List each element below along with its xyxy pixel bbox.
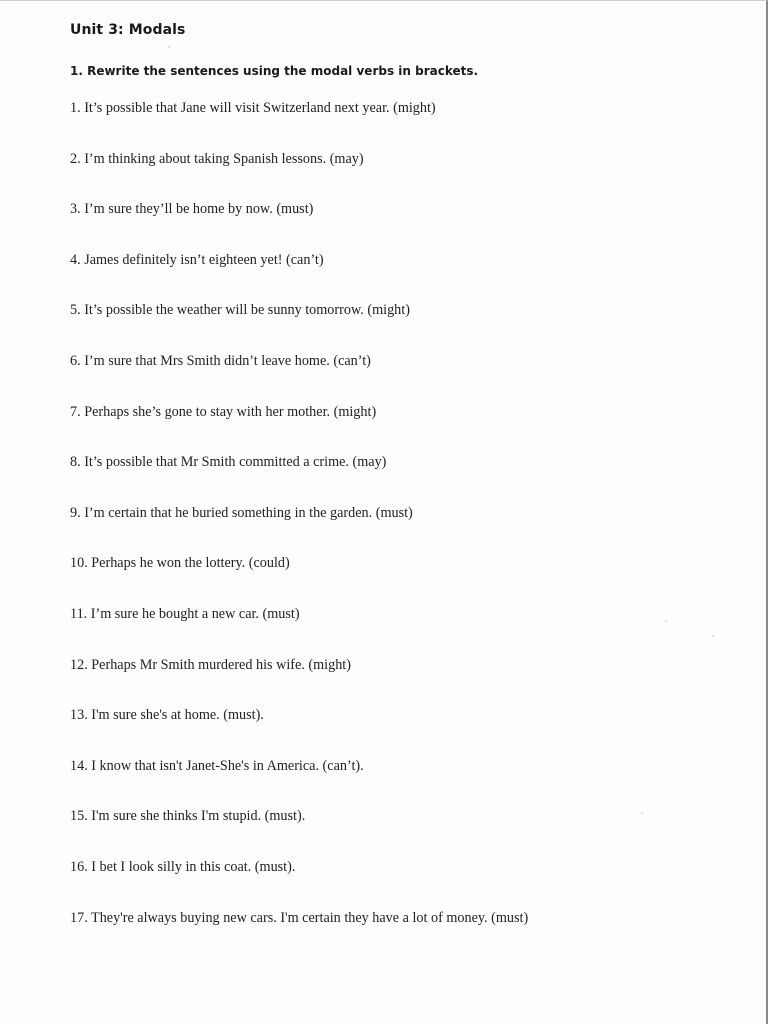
exercise-item-7: 7. Perhaps she’s gone to stay with her mother. (might) xyxy=(70,403,377,420)
unit-title: Unit 3: Modals xyxy=(70,22,186,38)
scan-speck xyxy=(712,635,714,637)
exercise-item-3: 3. I’m sure they’ll be home by now. (must) xyxy=(70,201,314,218)
scan-speck xyxy=(665,620,667,622)
exercise-item-13: 13. I'm sure she's at home. (must). xyxy=(70,707,264,724)
exercise-item-12: 12. Perhaps Mr Smith murdered his wife. (might) xyxy=(70,656,351,673)
exercise-item-1: 1. It’s possible that Jane will visit Switzerland next year. (might) xyxy=(70,100,436,116)
exercise-list xyxy=(70,100,528,960)
exercise-item-5: 5. It’s possible the weather will be sunny tomorrow. (might) xyxy=(70,302,410,319)
exercise-item-6: 6. I’m sure that Mrs Smith didn’t leave home. (can’t) xyxy=(70,352,371,369)
exercise-item-8: 8. It’s possible that Mr Smith committed a crime. (may) xyxy=(70,454,387,471)
exercise-item-17: 17. They're always buying new cars. I'm certain they have a lot of money. (must) xyxy=(70,909,529,926)
exercise-item-14: 14. I know that isn't Janet-She's in America. (can’t). xyxy=(70,757,364,774)
exercise-item-4: 4. James definitely isn’t eighteen yet! (can’t) xyxy=(70,251,324,268)
exercise-item-2: 2. I’m thinking about taking Spanish lessons. (may) xyxy=(70,150,364,167)
exercise-item-10: 10. Perhaps he won the lottery. (could) xyxy=(70,555,290,572)
exercise-item-16: 16. I bet I look silly in this coat. (must). xyxy=(70,858,296,875)
scan-speck xyxy=(168,46,170,48)
exercise-item-11: 11. I’m sure he bought a new car. (must) xyxy=(70,605,300,622)
exercise-item-15: 15. I'm sure she thinks I'm stupid. (must). xyxy=(70,808,306,825)
exercise-item-9: 9. I’m certain that he buried something in the garden. (must) xyxy=(70,504,413,521)
scan-speck xyxy=(641,812,643,814)
exercise-instruction: 1. Rewrite the sentences using the modal verbs in brackets. xyxy=(70,64,479,78)
